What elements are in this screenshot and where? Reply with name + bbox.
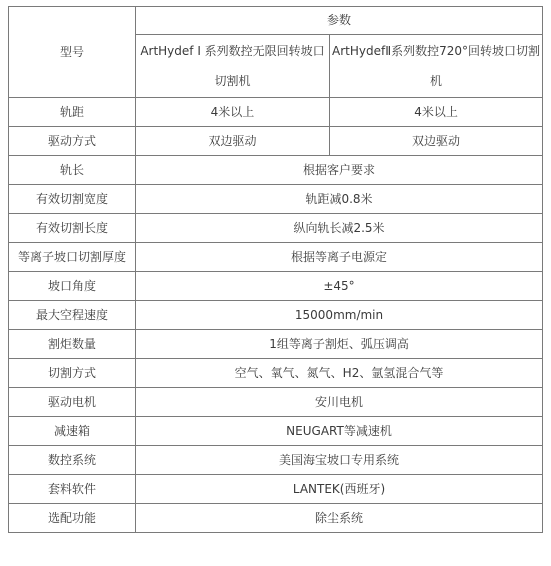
row-value: NEUGART等减速机 (136, 417, 543, 446)
row-value: ±45° (136, 272, 543, 301)
model-cell-2 (330, 35, 543, 98)
table-row (9, 417, 543, 446)
row-label: 切割方式 (9, 359, 136, 388)
table-row (9, 446, 543, 475)
row-value: LANTEK(西班牙) (136, 475, 543, 504)
row-label: 有效切割宽度 (9, 185, 136, 214)
row-label: 驱动方式 (9, 127, 136, 156)
row-value: 纵向轨长减2.5米 (136, 214, 543, 243)
model-name-2: ArtHydefⅡ系列数控720°回转坡口切割机 (332, 44, 541, 88)
table-row (9, 272, 543, 301)
table-row (9, 504, 543, 533)
row-label: 最大空程速度 (9, 301, 136, 330)
table-row (9, 156, 543, 185)
row-value: 空气、氧气、氮气、H2、氩氢混合气等 (136, 359, 543, 388)
row-label: 等离子坡口切割厚度 (9, 243, 136, 272)
param-header: 参数 (327, 13, 352, 27)
row-value: 安川电机 (136, 388, 543, 417)
row-value-2: 双边驱动 (330, 127, 543, 156)
table-row (9, 214, 543, 243)
row-label: 数控系统 (9, 446, 136, 475)
row-value: 根据等离子电源定 (136, 243, 543, 272)
row-value: 除尘系统 (136, 504, 543, 533)
table-row (9, 301, 543, 330)
table-row (9, 185, 543, 214)
row-value: 15000mm/min (136, 301, 543, 330)
row-value: 美国海宝坡口专用系统 (136, 446, 543, 475)
row-label: 套料软件 (9, 475, 136, 504)
row-label: 有效切割长度 (9, 214, 136, 243)
row-label: 驱动电机 (9, 388, 136, 417)
row-label: 轨距 (9, 98, 136, 127)
model-label: 型号 (59, 44, 84, 59)
row-value-1: 双边驱动 (136, 127, 330, 156)
row-label: 选配功能 (9, 504, 136, 533)
table-row (9, 98, 543, 127)
table-row (9, 330, 543, 359)
model-label-cell (9, 7, 136, 98)
row-label: 轨长 (9, 156, 136, 185)
model-cell-1 (136, 35, 330, 98)
row-label: 减速箱 (9, 417, 136, 446)
param-header-cell (136, 7, 543, 35)
row-value-2: 4米以上 (330, 98, 543, 127)
row-value: 根据客户要求 (136, 156, 543, 185)
table-row (9, 475, 543, 504)
header-row (9, 7, 543, 35)
row-label: 坡口角度 (9, 272, 136, 301)
row-value-1: 4米以上 (136, 98, 330, 127)
table-row (9, 127, 543, 156)
table-row (9, 243, 543, 272)
model-name-1: ArtHydef I 系列数控无限回转坡口切割机 (140, 44, 325, 88)
spec-table (8, 6, 543, 533)
table-row (9, 388, 543, 417)
row-label: 割炬数量 (9, 330, 136, 359)
row-value: 1组等离子割炬、弧压调高 (136, 330, 543, 359)
row-value: 轨距减0.8米 (136, 185, 543, 214)
table-row (9, 359, 543, 388)
